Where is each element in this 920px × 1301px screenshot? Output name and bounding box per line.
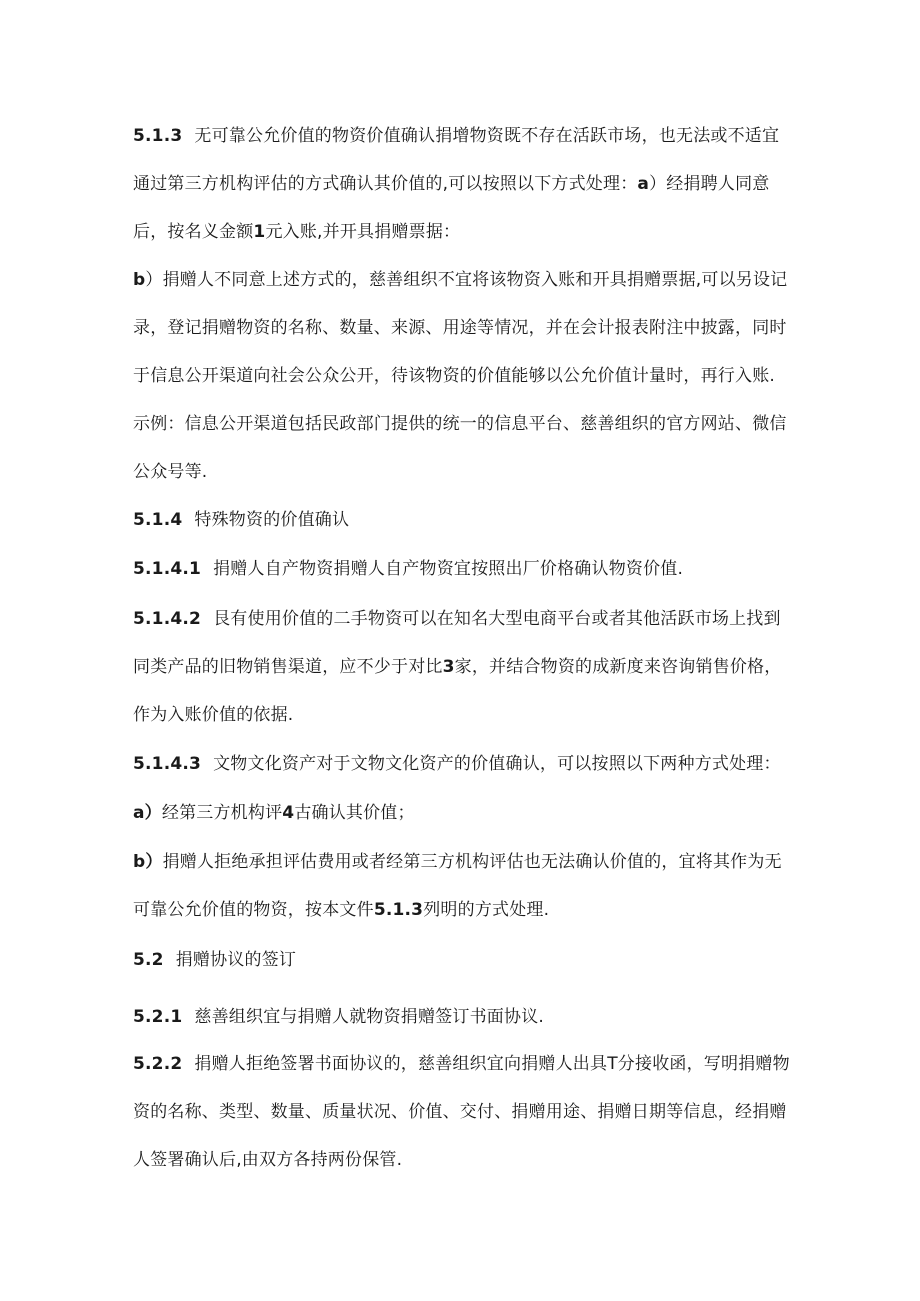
body-text: 家，并结合物资的成新度来咨询销售价格， [454, 657, 782, 677]
text-line [133, 801, 415, 825]
text-line [133, 850, 782, 874]
bold-text: 4 [282, 803, 295, 823]
text-line [133, 655, 781, 679]
section-number: 5.1.4.2 [133, 609, 202, 629]
text-line [133, 898, 549, 922]
body-text: 古确认其价值； [294, 803, 415, 823]
bold-text: a [637, 174, 650, 194]
text-line [133, 703, 293, 727]
text-line [133, 508, 349, 532]
bold-text: ） [145, 852, 163, 872]
body-text: 艮有使用价值的二手物资可以在知名大型电商平台或者其他活跃市场上找到 [213, 609, 781, 629]
bold-text: a [133, 803, 145, 823]
body-text: 特殊物资的价值确认 [194, 510, 350, 530]
body-text: 列明的方式处理. [423, 900, 550, 920]
section-number: 5.2 [133, 950, 164, 970]
text-line [133, 1052, 790, 1076]
text-line [133, 412, 787, 436]
text-line [133, 948, 296, 972]
section-number: 5.1.4 [133, 510, 183, 530]
text-line [133, 268, 787, 292]
text-line [133, 557, 683, 581]
body-text: 后，按名义金额 [133, 222, 254, 242]
body-text: 元入账,并开具捐赠票据： [265, 222, 461, 242]
text-line [133, 124, 779, 148]
text-line [133, 220, 460, 244]
section-number: 5.1.4.3 [133, 754, 202, 774]
text-line [133, 1005, 544, 1029]
text-line [133, 316, 787, 340]
text-line [133, 172, 769, 196]
body-text: 文物文化资产对于文物文化资产的价值确认，可以按照以下两种方式处理： [213, 754, 781, 774]
body-text: 捐赠人拒绝签署书面协议的，慈善组织宜向捐赠人出具T分接收函，写明捐赠物 [194, 1054, 790, 1074]
body-text: 捐赠协议的签订 [175, 950, 297, 970]
body-text: 人签署确认后,由双方各持两份保管. [133, 1150, 403, 1170]
bold-text: 3 [442, 657, 455, 677]
body-text: 公众号等. [133, 462, 208, 482]
text-line [133, 364, 775, 388]
section-number: 5.2.2 [133, 1054, 183, 1074]
body-text: 通过第三方机构评估的方式确认其价值的,可以按照以下方式处理： [133, 174, 638, 194]
bold-text: ） [144, 803, 162, 823]
body-text: 同类产品的旧物销售渠道，应不少于对比 [133, 657, 443, 677]
body-text: 可靠公允价值的物资，按本文件 [133, 900, 374, 920]
body-text: 捐赠人拒绝承担评估费用或者经第三方机构评估也无法确认价值的，宜将其作为无 [162, 852, 782, 872]
body-text: 经第三方机构评 [161, 803, 283, 823]
body-text: 作为入账价值的依据. [133, 705, 294, 725]
body-text: 于信息公开渠道向社会公众公开，待该物资的价值能够以公允价值计量时，再行入账. [133, 366, 776, 386]
text-line [133, 752, 781, 776]
text-line [133, 460, 207, 484]
body-text: 捐赠人自产物资捐赠人自产物资宜按照出厂价格确认物资价值. [213, 559, 684, 579]
section-number: 5.1.3 [133, 126, 183, 146]
text-line [133, 607, 781, 631]
text-line [133, 1148, 402, 1172]
bold-text: b [133, 852, 146, 872]
body-text: ）捐赠人不同意上述方式的，慈善组织不宜将该物资入账和开具捐赠票据,可以另设记 [145, 270, 788, 290]
section-number: 5.2.1 [133, 1007, 183, 1027]
text-line [133, 1100, 787, 1124]
body-text: 资的名称、类型、数量、质量状况、价值、交付、捐赠用途、捐赠日期等信息，经捐赠 [133, 1102, 787, 1122]
body-text: 无可靠公允价值的物资价值确认捐增物资既不存在活跃市场，也无法或不适宜 [194, 126, 780, 146]
bold-text: b [133, 270, 146, 290]
body-text: 录，登记捐赠物资的名称、数量、来源、用途等情况，并在会计报表附注中披露，同时 [133, 318, 787, 338]
body-text: 慈善组织宜与捐赠人就物资捐赠签订书面协议. [194, 1007, 545, 1027]
body-text: ）经捐聘人同意 [649, 174, 770, 194]
bold-text: 1 [253, 222, 266, 242]
section-number: 5.1.4.1 [133, 559, 202, 579]
body-text: 示例：信息公开渠道包括民政部门提供的统一的信息平台、慈善组织的官方网站、微信 [133, 414, 787, 434]
bold-text: 5.1.3 [373, 900, 424, 920]
